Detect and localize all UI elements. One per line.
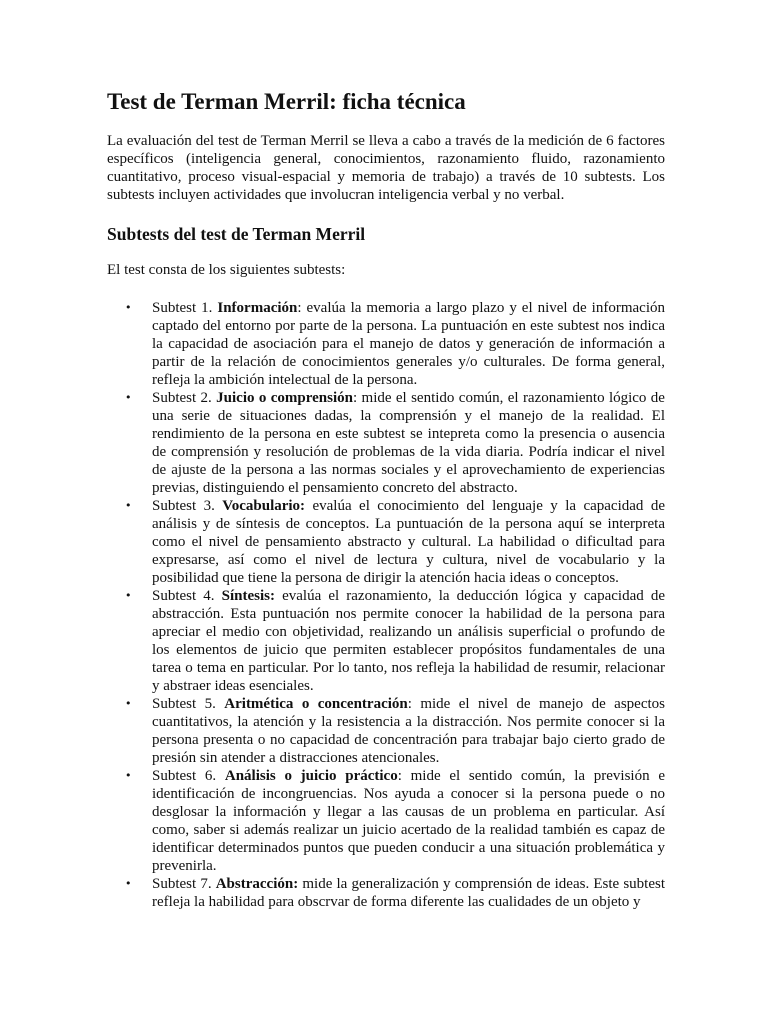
bullet-icon: • bbox=[125, 300, 132, 314]
bullet-icon: • bbox=[125, 390, 132, 404]
subtest-item-6 bbox=[125, 767, 665, 875]
bullet-icon: • bbox=[125, 588, 132, 602]
subtest-description: evalúa el conocimiento del lenguaje y la capacidad de análisis y de síntesis de conceptos. La puntuación de la persona aquí se interpreta como el nivel de pensamiento abstracto y cultural. La habilidad o dificultad para expresarse, así como el nivel de lectura y cultura, nivel de vocabulario y la posibilidad que tiene la persona de dirigir la atención hacia ideas o conceptos. bbox=[152, 497, 665, 586]
bullet-icon: • bbox=[125, 768, 132, 782]
subtest-description: mide la generalización y comprensión de ideas. Este subtest refleja la habilidad para obscrvar de forma diferente las cualidades de un objeto y bbox=[152, 875, 665, 910]
subtest-item-7 bbox=[125, 875, 665, 911]
subtest-item-2 bbox=[125, 389, 665, 497]
bullet-icon: • bbox=[125, 696, 132, 710]
subtest-prefix: Subtest 6. bbox=[152, 767, 225, 784]
subtest-description: : evalúa la memoria a largo plazo y el nivel de información captado del entorno por parte de la persona. La puntuación en este subtest nos indica la capacidad de asociación para el manejo de datos y generación de información a partir de la relación de conocimientos generales y/o culturales. De forma general, refleja la ambición intelectual de la persona. bbox=[152, 299, 665, 388]
intro-paragraph: La evaluación del test de Terman Merril se lleva a cabo a través de la medición de 6 factores específicos (inteligencia general, conocimientos, razonamiento fluido, razonamiento cuantitativo, proceso visual-espacial y memoria de trabajo) a través de 10 subtests. Los subtests incluyen actividades que involucran inteligencia verbal y no verbal. bbox=[107, 132, 665, 203]
subtest-name: Aritmética o concentración bbox=[224, 695, 408, 712]
bullet-icon: • bbox=[125, 498, 132, 512]
subtest-description: : mide el sentido común, el razonamiento lógico de una serie de situaciones dadas, la comprensión y el manejo de la realidad. El rendimiento de la persona en este subtest se intepreta como la presencia o ausencia de comprensión y resolución de problemas de la vida diaria. Podría indicar el nivel de ajuste de la persona a las normas sociales y el aprovechamiento de experiencias previas, distinguiendo el pensamiento concreto del abstracto. bbox=[152, 389, 665, 496]
subtest-name: Vocabulario: bbox=[222, 497, 306, 514]
subtest-prefix: Subtest 2. bbox=[152, 389, 217, 406]
subtest-name: Abstracción: bbox=[215, 875, 299, 892]
subtest-name: Juicio o comprensión bbox=[216, 389, 353, 406]
subtest-list bbox=[107, 299, 665, 911]
bullet-icon: • bbox=[125, 876, 132, 890]
subtest-description: : mide el sentido común, la previsión e identificación de incongruencias. Nos ayuda a conocer si la persona puede o no desglosar la información y llegar a las causas de un problema en particular. Así como, saber si además realizar un juicio acertado de la realidad también es capaz de identificar determinados puntos que pueden conducir a una situación problemática y prevenirla. bbox=[152, 767, 665, 874]
subtest-prefix: Subtest 5. bbox=[152, 695, 225, 712]
subtest-prefix: Subtest 4. bbox=[152, 587, 222, 604]
subtest-item-5 bbox=[125, 695, 665, 767]
section-heading: Subtests del test de Terman Merril bbox=[107, 223, 366, 244]
subtest-name: Información bbox=[217, 299, 298, 316]
subtest-prefix: Subtest 1. bbox=[152, 299, 218, 316]
subtest-item-3 bbox=[125, 497, 665, 587]
subtest-prefix: Subtest 3. bbox=[152, 497, 223, 514]
subtest-item-1 bbox=[125, 299, 665, 389]
subtest-name: Análisis o juicio práctico bbox=[224, 767, 398, 784]
subtest-description: : mide el nivel de manejo de aspectos cuantitativos, la atención y la resistencia a la distracción. Nos permite conocer si la persona presenta o no capacidad de concentración para trabajar bajo cierto grado de presión sin atender a distracciones atencionales. bbox=[152, 695, 665, 766]
subtest-name: Síntesis: bbox=[221, 587, 275, 604]
section-lead: El test consta de los siguientes subtests: bbox=[107, 261, 346, 278]
subtest-description: evalúa el razonamiento, la deducción lógica y capacidad de abstracción. Esta puntuación nos permite conocer la habilidad de la persona para apreciar el medio con objetividad, realizando un análisis superficial o profundo de los elementos de juicio que permiten establecer propósitos fundamentales de una tarea o tema en particular. Por lo tanto, nos refleja la habilidad de resumir, relacionar y abstraer ideas esenciales. bbox=[152, 587, 665, 694]
subtest-prefix: Subtest 7. bbox=[152, 875, 216, 892]
page-title: Test de Terman Merril: ficha técnica bbox=[107, 89, 466, 114]
subtest-item-4 bbox=[125, 587, 665, 695]
